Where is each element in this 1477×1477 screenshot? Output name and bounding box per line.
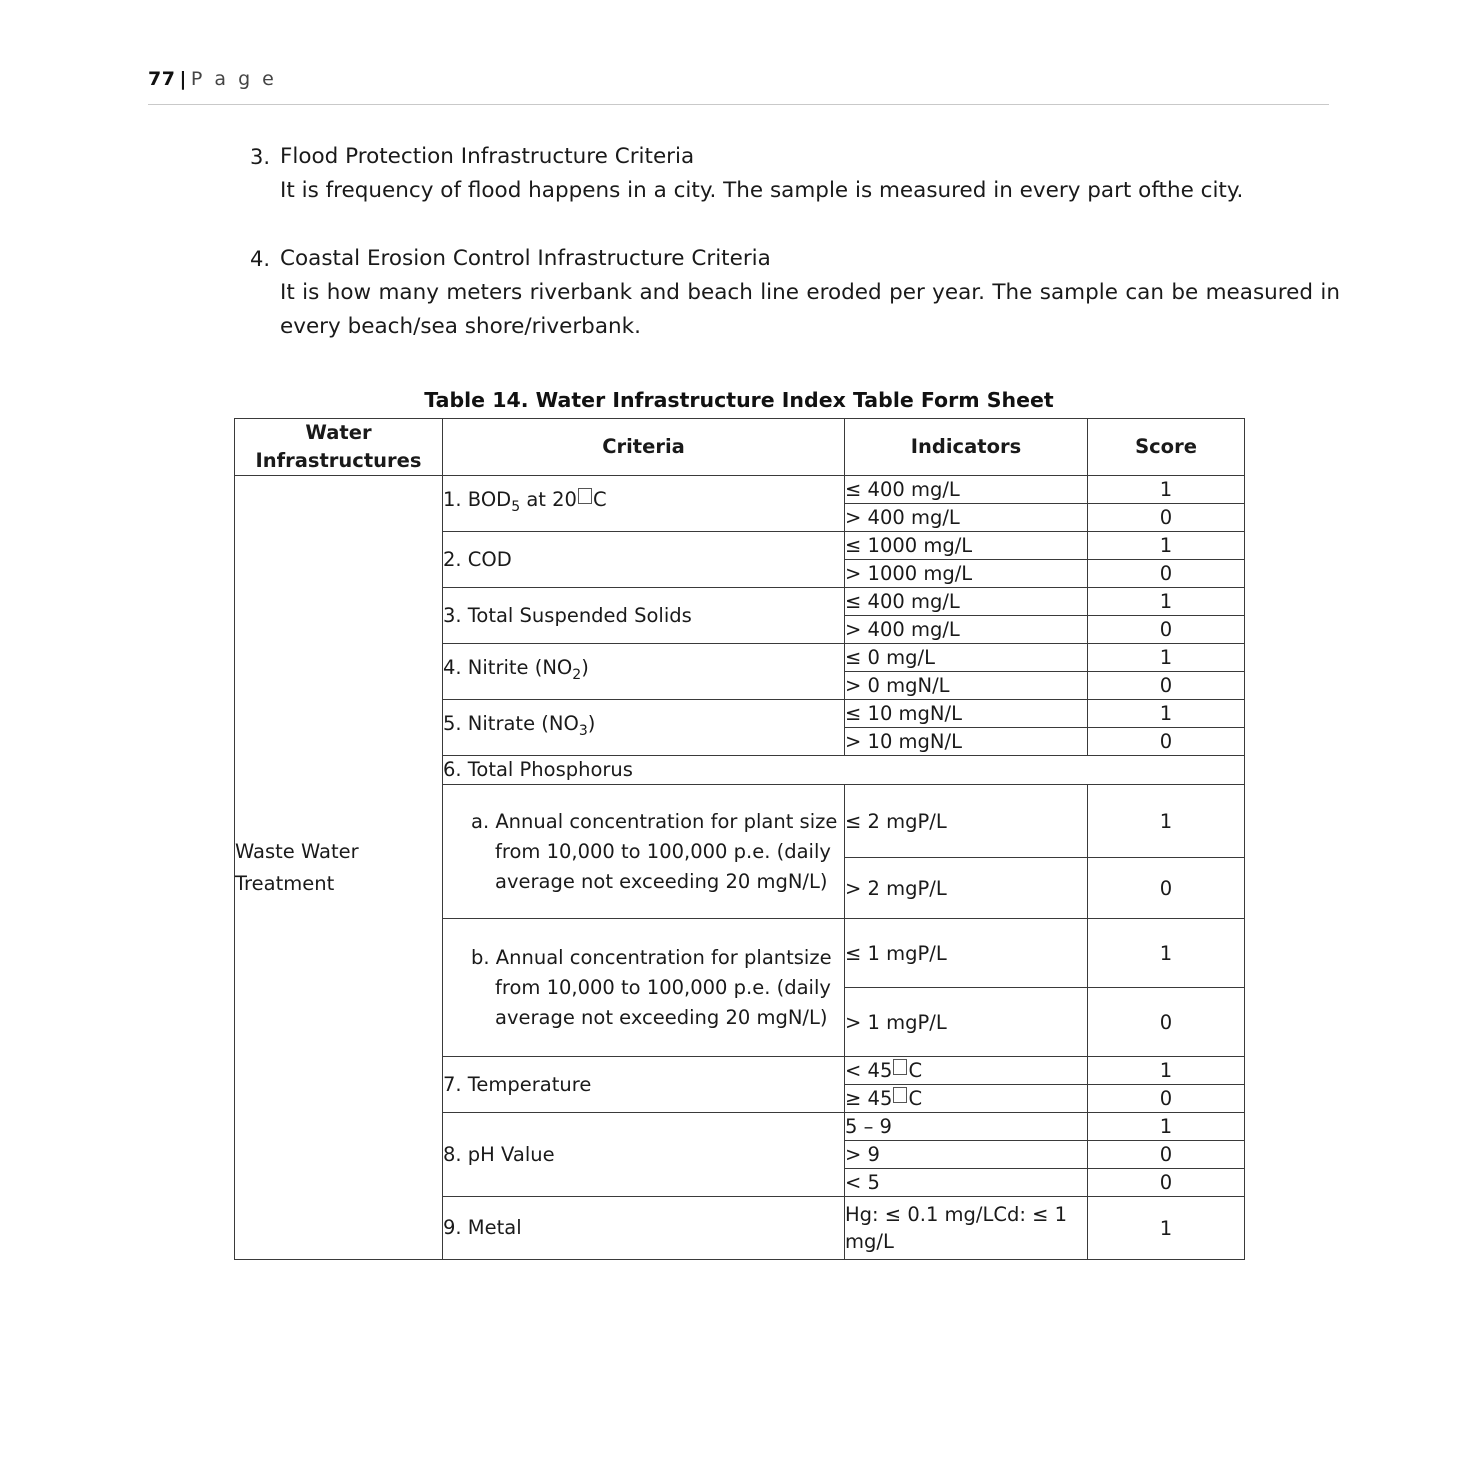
list-item	[250, 140, 1340, 208]
list-item-description: It is how many meters riverbank and beach line eroded per year. The sample can be measured in every beach/sea shore/riverbank.	[280, 280, 1340, 339]
cell-criteria-temperature: 7. Temperature	[443, 1057, 845, 1113]
cell-indicator: ≥ 45 C	[845, 1085, 1088, 1113]
cell-score: 1	[1088, 919, 1245, 988]
cell-indicator: > 9	[845, 1141, 1088, 1169]
page-header	[148, 68, 1329, 108]
cell-indicator: ≤ 1 mgP/L	[845, 919, 1088, 988]
cell-criteria-phosphorus-b: b. Annual concentration for plantsize from 10,000 to 100,000 p.e. (daily average not exceeding 20 mgN/L)	[443, 919, 845, 1057]
list-item-title: Flood Protection Infrastructure Criteria	[280, 144, 695, 169]
header-rule	[148, 104, 1329, 105]
cell-score: 1	[1088, 700, 1245, 728]
list-item-number: 3.	[250, 145, 271, 169]
cell-indicator: > 1000 mg/L	[845, 560, 1088, 588]
cell-infrastructure-name: Waste Water Treatment	[235, 476, 443, 1260]
cell-criteria-phosphorus-a: a. Annual concentration for plant size from 10,000 to 100,000 p.e. (daily average not exceeding 20 mgN/L)	[443, 785, 845, 919]
cell-score: 0	[1088, 1085, 1245, 1113]
cell-indicator: Hg: ≤ 0.1 mg/LCd: ≤ 1 mg/L	[845, 1197, 1088, 1260]
table-section	[234, 368, 1244, 1260]
header-criteria: Criteria	[443, 419, 845, 476]
header-page-number: 77	[148, 68, 176, 90]
list-item-number: 4.	[250, 247, 271, 271]
header-score: Score	[1088, 419, 1245, 476]
cell-indicator: ≤ 0 mg/L	[845, 644, 1088, 672]
cell-indicator: > 2 mgP/L	[845, 858, 1088, 919]
cell-criteria-cod: 2. COD	[443, 532, 845, 588]
cell-score: 0	[1088, 1141, 1245, 1169]
degree-box-icon	[578, 488, 592, 504]
degree-box-icon	[893, 1087, 907, 1103]
cell-indicator: < 45 C	[845, 1057, 1088, 1085]
header-separator: |	[179, 68, 187, 90]
cell-score: 1	[1088, 588, 1245, 616]
cell-score: 0	[1088, 1169, 1245, 1197]
cell-score: 1	[1088, 785, 1245, 858]
cell-indicator: ≤ 2 mgP/L	[845, 785, 1088, 858]
header-indicators: Indicators	[845, 419, 1088, 476]
cell-indicator: > 1 mgP/L	[845, 988, 1088, 1057]
list-item-body	[280, 140, 1340, 208]
cell-indicator: ≤ 400 mg/L	[845, 476, 1088, 504]
cell-indicator: 5 – 9	[845, 1113, 1088, 1141]
cell-score: 1	[1088, 1197, 1245, 1260]
cell-score: 1	[1088, 476, 1245, 504]
table-caption	[234, 388, 1244, 412]
cell-indicator: ≤ 10 mgN/L	[845, 700, 1088, 728]
cell-criteria-total-phosphorus: 6. Total Phosphorus	[443, 756, 1245, 785]
cell-score: 1	[1088, 644, 1245, 672]
body-content	[250, 140, 1340, 348]
cell-score: 1	[1088, 1113, 1245, 1141]
cell-criteria-nitrite: 4. Nitrite $(NO_2)$	[443, 644, 845, 700]
header-page-label	[148, 68, 1329, 90]
list-item-description: It is frequency of flood happens in a city. The sample is measured in every part ofthe city.	[280, 178, 1244, 203]
table-row	[235, 476, 1245, 504]
cell-score: 1	[1088, 532, 1245, 560]
cell-score: 0	[1088, 616, 1245, 644]
cell-criteria-bod5: 1. $BOD_5$ at 20 C	[443, 476, 845, 532]
cell-score: 1	[1088, 1057, 1245, 1085]
cell-criteria-metal: 9. Metal	[443, 1197, 845, 1260]
list-item	[250, 242, 1340, 344]
cell-indicator: > 10 mgN/L	[845, 728, 1088, 756]
cell-indicator: > 400 mg/L	[845, 504, 1088, 532]
list-item-body	[280, 242, 1340, 344]
cell-indicator: < 5	[845, 1169, 1088, 1197]
cell-score: 0	[1088, 728, 1245, 756]
table-caption-text: . Water Infrastructure Index Table Form Sheet	[520, 388, 1054, 412]
list-item-title: Coastal Erosion Control Infrastructure Criteria	[280, 246, 771, 271]
cell-indicator: ≤ 400 mg/L	[845, 588, 1088, 616]
cell-criteria-tss: 3. Total Suspended Solids	[443, 588, 845, 644]
table-header-row	[235, 419, 1245, 476]
cell-indicator: > 0 mgN/L	[845, 672, 1088, 700]
cell-score: 0	[1088, 988, 1245, 1057]
degree-box-icon	[893, 1059, 907, 1075]
cell-score: 0	[1088, 672, 1245, 700]
cell-score: 0	[1088, 560, 1245, 588]
cell-score: 0	[1088, 858, 1245, 919]
cell-criteria-nitrate: 5. Nitrate $(NO_3)$	[443, 700, 845, 756]
header-page-word: P a g e	[190, 68, 277, 90]
water-infrastructure-index-table	[234, 418, 1245, 1260]
header-water-infrastructures: Water Infrastructures	[235, 419, 443, 476]
cell-indicator: > 400 mg/L	[845, 616, 1088, 644]
cell-score: 0	[1088, 504, 1245, 532]
cell-criteria-ph-value: 8. pH Value	[443, 1113, 845, 1197]
paragraph-spacer	[250, 212, 1340, 242]
table-caption-label: Table 14	[424, 388, 521, 412]
cell-indicator: ≤ 1000 mg/L	[845, 532, 1088, 560]
